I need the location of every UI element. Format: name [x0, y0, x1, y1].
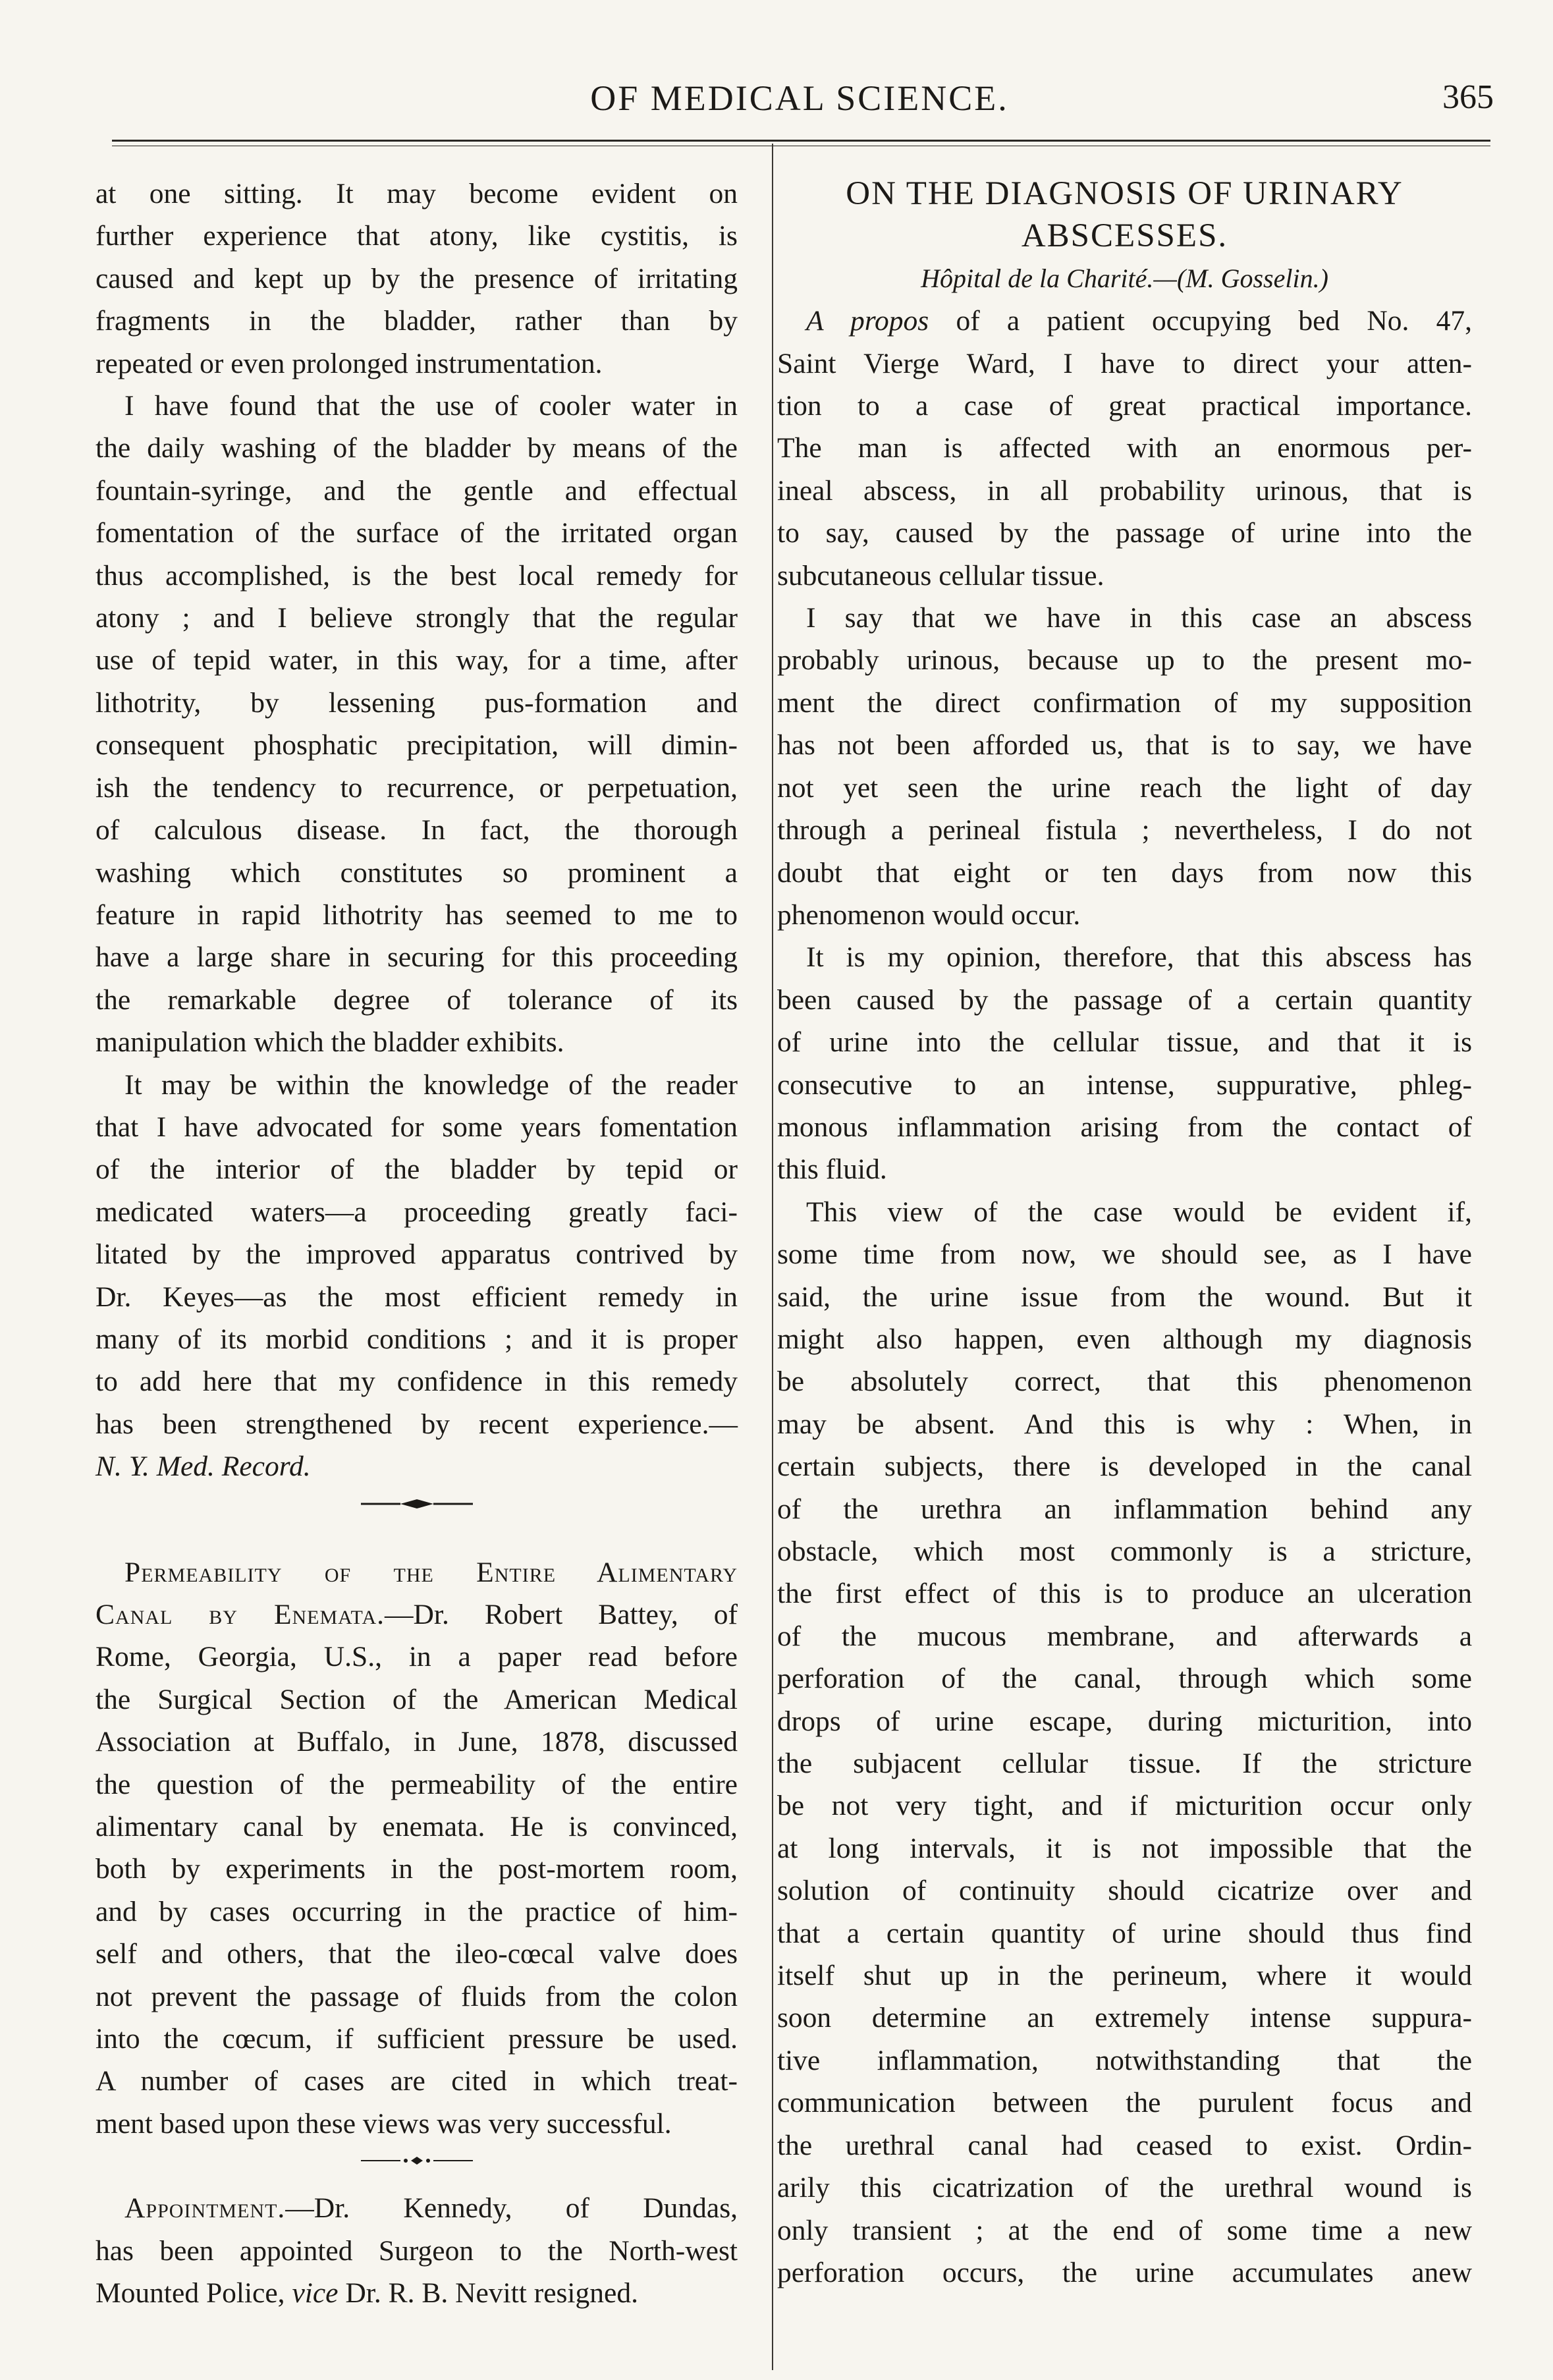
text-line: litated by the improved apparatus contrived by: [95, 1238, 738, 1271]
text-line: phenomenon would occur.: [777, 899, 1081, 931]
text-line: and by cases occurring in the practice of him-: [95, 1895, 738, 1927]
text-line: alimentary canal by enemata. He is convinced,: [95, 1811, 738, 1843]
article-title: ON THE DIAGNOSIS OF URINARY: [846, 175, 1403, 212]
ornament-rule-icon: [361, 1497, 473, 1510]
text-fragment: —Dr. Kennedy, of Dundas,: [285, 2192, 738, 2225]
text-line: many of its morbid conditions ; and it is proper: [95, 1323, 738, 1355]
text-fragment: of a patient occupying bed No. 47,: [956, 305, 1472, 337]
text-line: repeated or even prolonged instrumentation.: [95, 347, 603, 379]
text-fragment: —Dr. Robert Battey, of: [384, 1599, 738, 1630]
text-line: I have found that the use of cooler water in: [124, 390, 738, 422]
text-line: may be absent. And this is why : When, in: [777, 1408, 1472, 1440]
article-heading: Permeability of the Entire Alimentary: [124, 1556, 738, 1588]
text-line: consecutive to an intense, suppurative, phleg-: [777, 1068, 1472, 1101]
text-line: consequent phosphatic precipitation, will dimin-: [95, 729, 738, 761]
running-title: OF MEDICAL SCIENCE.: [590, 78, 1009, 118]
text-line: monous inflammation arising from the contact of: [777, 1111, 1472, 1143]
text-line: caused and kept up by the presence of irritating: [95, 262, 738, 294]
page-number: 365: [1442, 78, 1494, 116]
text-line: Rome, Georgia, U.S., in a paper read before: [95, 1641, 738, 1673]
text-line: through a perineal fistula ; nevertheless, I do not: [777, 814, 1472, 846]
paragraph-apropos: [777, 300, 1472, 597]
text-line: medicated waters—a proceeding greatly faci-: [95, 1196, 738, 1228]
text-line: washing which constitutes so prominent a: [95, 856, 738, 889]
paragraph-cooler-water: [95, 385, 738, 1064]
left-column: [95, 173, 738, 2315]
text-line: thus accomplished, is the best local remedy for: [95, 559, 738, 592]
text-line: further experience that atony, like cystitis, is: [95, 220, 738, 252]
section-ornament: [95, 1488, 738, 1530]
text-line: of the interior of the bladder by tepid or: [95, 1153, 738, 1186]
right-column: [777, 173, 1472, 2294]
text-fragment: Dr. R. B. Nevitt resigned.: [345, 2277, 638, 2310]
text-line: some time from now, we should see, as I have: [777, 1238, 1472, 1271]
header-rule: [112, 140, 1490, 146]
text-line: said, the urine issue from the wound. But it: [777, 1281, 1472, 1313]
text-line: fragments in the bladder, rather than by: [95, 305, 738, 337]
paragraph-view: [777, 1191, 1472, 2294]
text-line: fomentation of the surface of the irritated organ: [95, 517, 738, 549]
text-line: perforation occurs, the urine accumulates anew: [777, 2256, 1472, 2288]
text-line: that a certain quantity of urine should thus find: [777, 1917, 1472, 1949]
text-line: be absolutely correct, that this phenomenon: [777, 1366, 1472, 1398]
text-line: the daily washing of the bladder by means of the: [95, 432, 738, 464]
text-line: I say that we have in this case an abscess: [806, 602, 1472, 634]
text-line: feature in rapid lithotrity has seemed to me to: [95, 899, 738, 931]
text-line: communication between the purulent focus and: [777, 2087, 1472, 2119]
text-line: itself shut up in the perineum, where it would: [777, 1960, 1472, 1992]
text-fragment-italic: A propos: [806, 305, 929, 337]
text-line: into the cœcum, if sufficient pressure be used.: [95, 2023, 738, 2055]
text-line: only transient ; at the end of some time a new: [777, 2214, 1472, 2246]
paragraph-fomentation: [95, 1064, 738, 1488]
text-fragment: Mounted Police,: [95, 2277, 285, 2310]
text-line: at one sitting. It may become evident on: [95, 178, 738, 209]
paragraph-urinous: [777, 597, 1472, 936]
article-heading: Appointment.: [124, 2192, 286, 2225]
paragraph-opinion: [777, 936, 1472, 1190]
text-line: not prevent the passage of fluids from the colon: [95, 1980, 738, 2012]
text-line: that I have advocated for some years fomentation: [95, 1111, 738, 1143]
text-line: drops of urine escape, during micturition, into: [777, 1705, 1472, 1737]
text-line: of the urethra an inflammation behind any: [777, 1493, 1472, 1525]
text-line: This view of the case would be evident if,: [806, 1196, 1472, 1228]
text-line: has been strengthened by recent experience.—: [95, 1408, 738, 1440]
text-line: to add here that my confidence in this remedy: [95, 1366, 738, 1398]
text-line: not yet seen the urine reach the light of day: [777, 771, 1472, 804]
text-line: arily this cicatrization of the urethral wound is: [777, 2172, 1472, 2204]
text-line: have a large share in securing for this proceeding: [95, 941, 738, 974]
text-line: Association at Buffalo, in June, 1878, discussed: [95, 1726, 738, 1758]
text-line: manipulation which the bladder exhibits.: [95, 1026, 564, 1059]
text-line: The man is affected with an enormous per-: [777, 432, 1472, 464]
text-line: subcutaneous cellular tissue.: [777, 559, 1104, 592]
text-line: tion to a case of great practical importance.: [777, 390, 1472, 422]
text-line: tive inflammation, notwithstanding that the: [777, 2044, 1472, 2076]
text-line: probably urinous, because up to the present mo-: [777, 644, 1472, 677]
text-line: the urethral canal had ceased to exist. Ordin-: [777, 2129, 1472, 2161]
text-line: the subjacent cellular tissue. If the stricture: [777, 1748, 1472, 1780]
text-line: of the mucous membrane, and afterwards a: [777, 1620, 1472, 1652]
text-line: certain subjects, there is developed in the canal: [777, 1451, 1472, 1483]
text-line: this fluid.: [777, 1153, 887, 1186]
text-line: of urine into the cellular tissue, and that it is: [777, 1026, 1472, 1059]
text-line: the question of the permeability of the entire: [95, 1768, 738, 1800]
text-line: fountain-syringe, and the gentle and effectual: [95, 474, 738, 507]
text-line: ment based upon these views was very successful.: [95, 2107, 672, 2140]
text-line: atony ; and I believe strongly that the regular: [95, 602, 738, 634]
text-line: the first effect of this is to produce an ulceration: [777, 1578, 1472, 1610]
text-line: [777, 300, 1472, 342]
text-line: the remarkable degree of tolerance of its: [95, 983, 738, 1016]
text-line: of calculous disease. In fact, the thorough: [95, 814, 738, 846]
article-source: Hôpital de la Charité.—(M. Gosselin.): [921, 263, 1328, 293]
text-line: A number of cases are cited in which treat-: [95, 2065, 738, 2097]
article-permeability: [95, 1551, 738, 2145]
text-line: solution of continuity should cicatrize over and: [777, 1875, 1472, 1907]
text-line: ish the tendency to recurrence, or perpetuation,: [95, 771, 738, 804]
text-line: been caused by the passage of a certain quantity: [777, 983, 1472, 1016]
text-line: has been appointed Surgeon to the North-west: [95, 2234, 738, 2267]
text-line: has not been afforded us, that is to say, we have: [777, 729, 1472, 761]
paragraph-atony-continued: [95, 173, 738, 385]
text-line: [95, 1593, 738, 1636]
column-divider: [772, 144, 773, 2370]
text-line: perforation of the canal, through which some: [777, 1663, 1472, 1695]
text-line: soon determine an extremely intense suppura-: [777, 2002, 1472, 2034]
article-title-cont: ABSCESSES.: [1021, 217, 1228, 255]
text-line: be not very tight, and if micturition occur only: [777, 1790, 1472, 1822]
ornament-rule-icon: [361, 2154, 473, 2167]
article-heading-cont: Canal by Enemata.: [95, 1599, 385, 1630]
text-line: doubt that eight or ten days from now this: [777, 856, 1472, 889]
citation: N. Y. Med. Record.: [95, 1451, 311, 1483]
text-line: [95, 2187, 738, 2229]
text-line: It is my opinion, therefore, that this abscess has: [806, 941, 1472, 974]
text-line: use of tepid water, in this way, for a time, after: [95, 644, 738, 677]
text-line: ineal abscess, in all probability urinous, that is: [777, 474, 1472, 507]
text-line: might also happen, even although my diagnosis: [777, 1323, 1472, 1355]
text-fragment-italic: vice: [292, 2277, 339, 2310]
running-head: [105, 78, 1494, 125]
text-line: self and others, that the ileo-cœcal valve does: [95, 1938, 738, 1970]
text-line: the Surgical Section of the American Medical: [95, 1683, 738, 1715]
text-line: to say, caused by the passage of urine into the: [777, 517, 1472, 549]
text-line: [95, 2272, 738, 2314]
text-line: obstacle, which most commonly is a stricture,: [777, 1536, 1472, 1567]
text-line: Dr. Keyes—as the most efficient remedy in: [95, 1281, 738, 1313]
text-line: both by experiments in the post-mortem room,: [95, 1853, 738, 1885]
article-appointment: [95, 2187, 738, 2314]
text-line: lithotrity, by lessening pus-formation and: [95, 686, 738, 719]
text-line: ment the direct confirmation of my supposition: [777, 686, 1472, 719]
text-line: at long intervals, it is not impossible that the: [777, 1832, 1472, 1864]
text-line: Saint Vierge Ward, I have to direct your atten-: [777, 347, 1472, 379]
text-line: It may be within the knowledge of the reader: [124, 1068, 738, 1101]
section-ornament: [95, 2145, 738, 2187]
